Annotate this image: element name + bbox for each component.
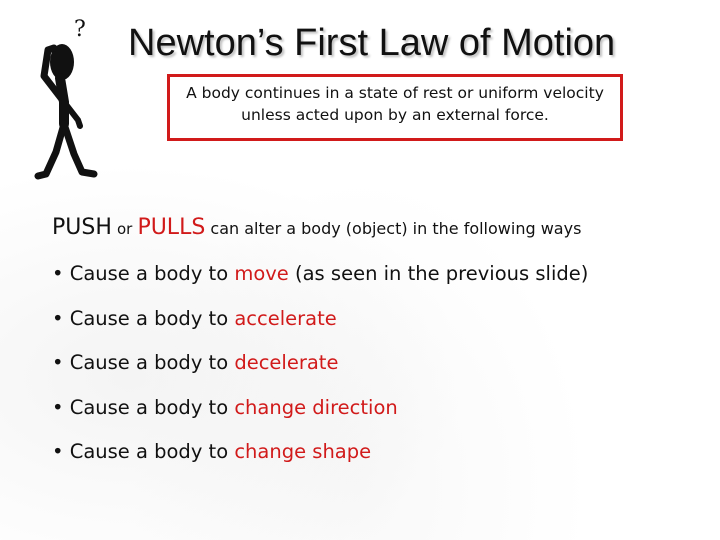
definition-text: A body continues in a state of rest or uniform velocity unless acted upon by an external force. bbox=[186, 84, 604, 124]
highlight-term: decelerate bbox=[234, 351, 339, 374]
highlight-term: change direction bbox=[234, 395, 398, 419]
list-item: • Cause a body to change shape bbox=[52, 440, 372, 463]
question-mark: ? bbox=[74, 17, 86, 42]
pulls-word: PULLS bbox=[137, 215, 206, 240]
effects-list bbox=[52, 256, 712, 479]
list-item: • Cause a body to accelerate bbox=[52, 306, 337, 330]
push-pull-rest: can alter a body (object) in the following ways bbox=[210, 219, 582, 238]
slide-title: Newton’s First Law of Motion bbox=[128, 22, 616, 64]
push-pull-intro bbox=[52, 215, 712, 240]
or-word: or bbox=[116, 220, 133, 238]
list-item: • Cause a body to decelerate bbox=[52, 351, 339, 374]
highlight-term: move bbox=[234, 262, 289, 285]
definition-box bbox=[167, 74, 623, 141]
thinking-stick-figure-icon bbox=[30, 14, 130, 184]
push-word: PUSH bbox=[52, 215, 112, 240]
highlight-term: change shape bbox=[234, 440, 372, 463]
list-item: • Cause a body to move (as seen in the previous slide) bbox=[52, 262, 589, 285]
highlight-term: accelerate bbox=[234, 306, 337, 330]
list-item: • Cause a body to change direction bbox=[52, 395, 398, 419]
